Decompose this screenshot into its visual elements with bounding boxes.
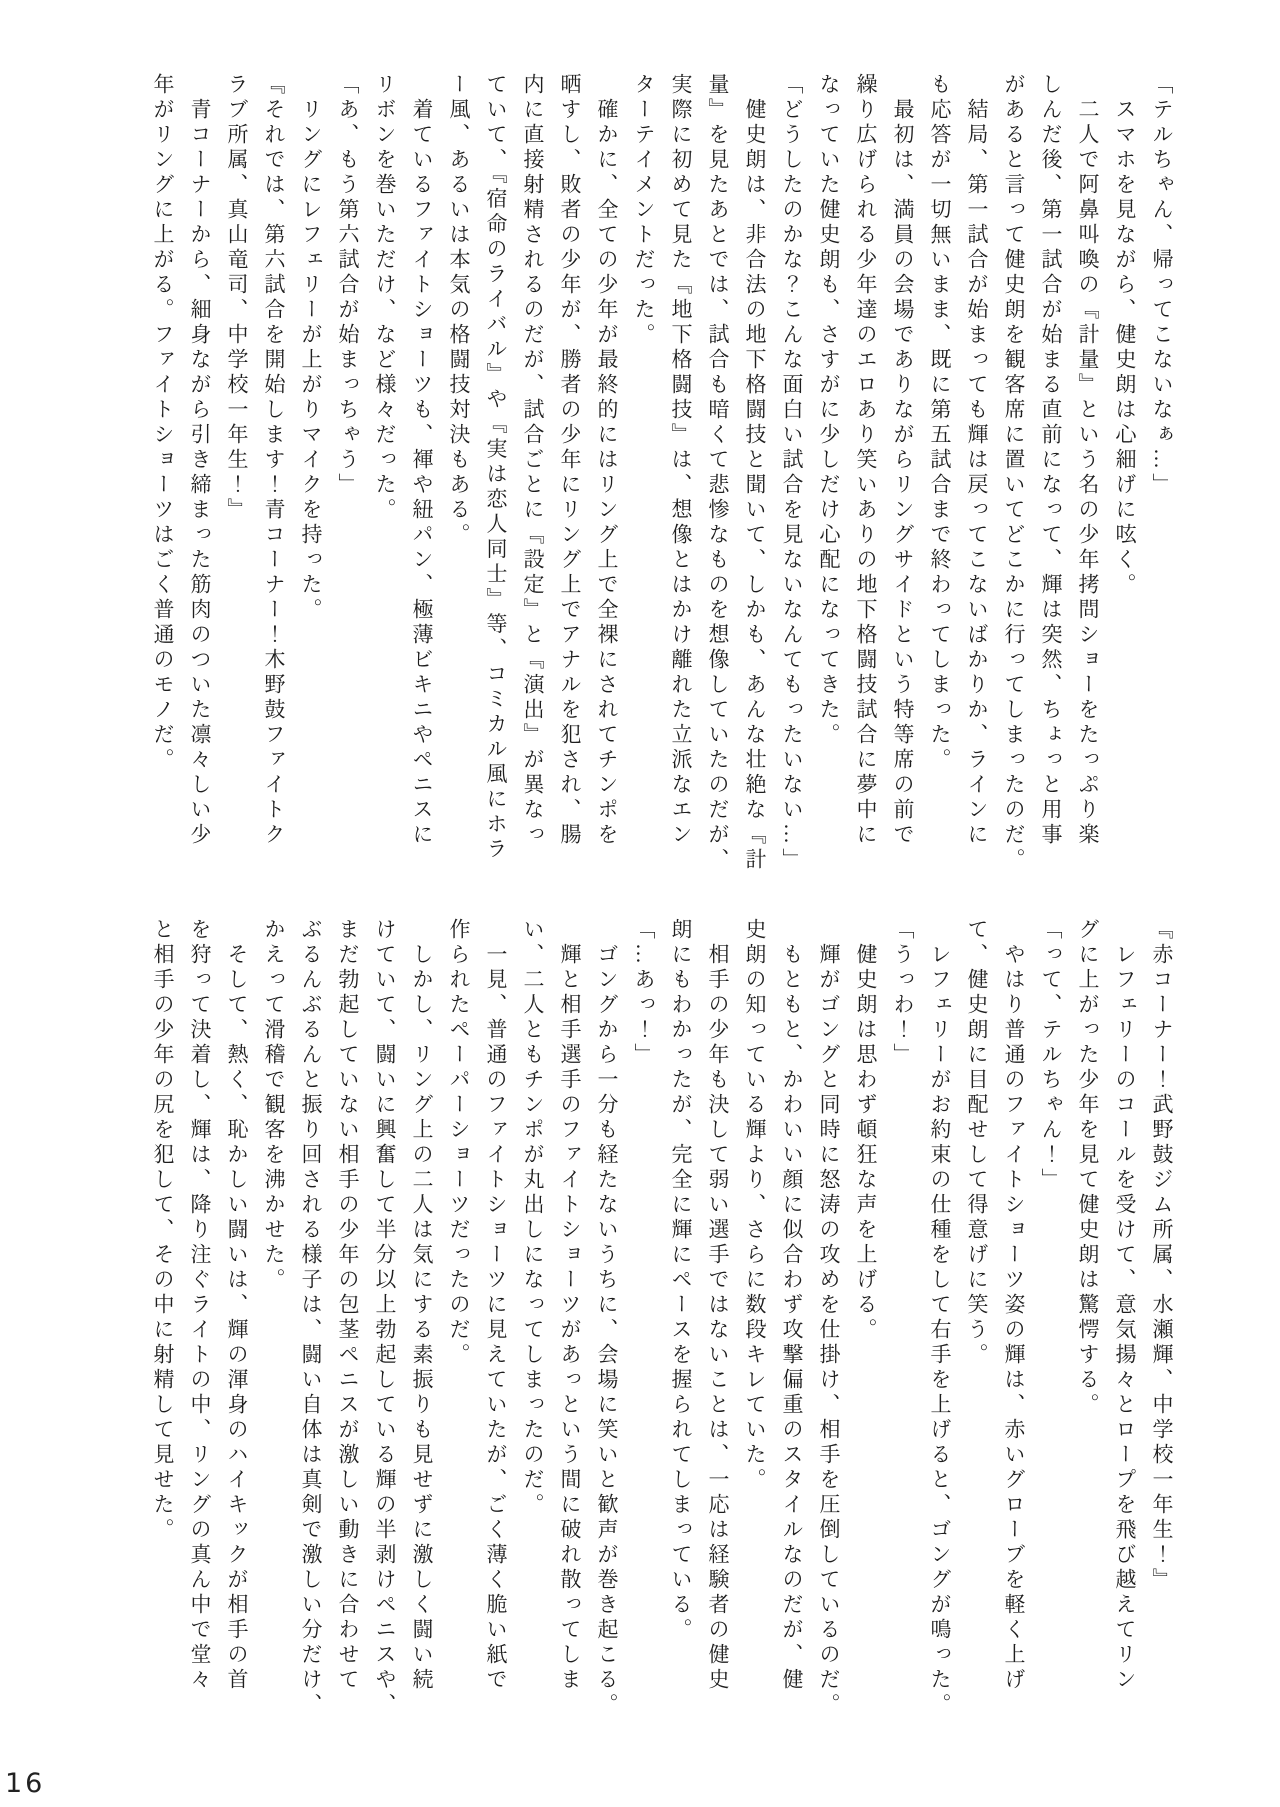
text-line: ターテイメントだった。 [632,73,656,348]
text-line: 相手の少年も決して弱い選手ではないことは、一応は経験者の健史 [706,918,730,1693]
text-line: まだ勃起していない相手の少年の包茎ペニスが激しい動きに合わせて [336,918,360,1693]
text-line: 輝がゴングと同時に怒涛の攻めを仕掛け、相手を圧倒しているのだ。 [817,918,841,1718]
text-line: 着ているファイトショーツも、褌や紐パン、極薄ビキニやペニスに [410,73,434,848]
text-line: を狩って決着し、輝は、降り注ぐライトの中、リングの真ん中で堂々 [188,918,212,1693]
text-line: ていて、『宿命のライバル』や『実は恋人同士』等、コミカル風にホラ [484,73,508,863]
text-line: も応答が一切無いまま、既に第五試合まで終わってしまった。 [928,73,952,773]
text-line: 「テルちゃん、帰ってこないなぁ…」 [1150,73,1174,498]
text-line: やはり普通のファイトショーツ姿の輝は、赤いグローブを軽く上げ [1002,918,1026,1693]
text-line: グに上がった少年を見て健史朗は驚愕する。 [1076,918,1100,1418]
text-line: 実際に初めて見た『地下格闘技』は、想像とはかけ離れた立派なエン [669,73,693,848]
text-line: 内に直接射精されるのだが、試合ごとに『設定』と『演出』が異なっ [521,73,545,848]
text-line: レフェリーのコールを受けて、意気揚々とロープを飛び越えてリン [1113,918,1137,1693]
text-line: 健史朗は思わず頓狂な声を上げる。 [854,918,878,1343]
text-line: ラブ所属、真山竜司、中学校一年生！』 [225,73,249,523]
text-line: リボンを巻いただけ、など様々だった。 [373,73,397,523]
text-line: ぶるんぶるんと振り回される様子は、闘い自体は真剣で激しい分だけ、 [299,918,323,1718]
text-line: リングにレフェリーが上がりマイクを持った。 [299,73,323,623]
text-line: しんだ後、第一試合が始まる直前になって、輝は突然、ちょっと用事 [1039,73,1063,848]
text-line: 年がリングに上がる。ファイトショーツはごく普通のモノだ。 [151,73,175,773]
text-line: 『赤コーナー！武野鼓ジム所属、水瀬輝、中学校一年生！』 [1150,918,1174,1593]
text-line: 『それでは、第六試合を開始します！青コーナー！木野鼓ファイトク [262,73,286,848]
text-line: けていて、闘いに興奮して半分以上勃起している輝の半剥けペニスや、 [373,918,397,1718]
text-line: 「どうしたのかな？こんな面白い試合を見ないなんてもったいない…」 [780,73,804,873]
text-line: 朗にもわかったが、完全に輝にペースを握られてしまっている。 [669,918,693,1643]
text-line: 作られたペーパーショーツだったのだ。 [447,918,471,1368]
text-line: 史朗の知っている輝より、さらに数段キレていた。 [743,918,767,1493]
text-line: 晒すし、敗者の少年が、勝者の少年にリング上でアナルを犯され、腸 [558,73,582,848]
page-number: 16 [5,1768,46,1799]
text-line: 最初は、満員の会場でありながらリングサイドという特等席の前で [891,73,915,848]
text-line: そして、熱く、恥かしい闘いは、輝の渾身のハイキックが相手の首 [225,918,249,1693]
text-line: レフェリーがお約束の仕種をして右手を上げると、ゴングが鳴った。 [928,918,952,1718]
text-line: 「って、テルちゃん！」 [1039,918,1063,1193]
text-line: 一見、普通のファイトショーツに見えていたが、ごく薄く脆い紙で [484,918,508,1693]
text-line: て、健史朗に目配せして得意げに笑う。 [965,918,989,1368]
text-line: スマホを見ながら、健史朗は心細げに呟く。 [1113,73,1137,598]
text-line: 「うっわ！」 [891,918,915,1068]
text-block-top [144,73,1180,873]
text-line: なっていた健史朗も、さすがに少しだけ心配になってきた。 [817,73,841,748]
text-line: 「あ、もう第六試合が始まっちゃう」 [336,73,360,498]
text-line: 量』を見たあとでは、試合も暗くて悲惨なものを想像していたのだが、 [706,73,730,873]
text-line: 青コーナーから、細身ながら引き締まった筋肉のついた凛々しい少 [188,73,212,848]
text-line: い、二人ともチンポが丸出しになってしまったのだ。 [521,918,545,1518]
text-line: しかし、リング上の二人は気にする素振りも見せずに激しく闘い続 [410,918,434,1693]
text-line: 確かに、全ての少年が最終的にはリング上で全裸にされてチンポを [595,73,619,848]
text-line: 「…あっ！」 [632,918,656,1068]
text-line: 輝と相手選手のファイトショーツがあっという間に破れ散ってしま [558,918,582,1693]
text-block-bottom [144,918,1180,1718]
text-line: 結局、第一試合が始まっても輝は戻ってこないばかりか、ラインに [965,73,989,848]
text-line: 健史朗は、非合法の地下格闘技と聞いて、しかも、あんな壮絶な『計 [743,73,767,873]
text-line: と相手の少年の尻を犯して、その中に射精して見せた。 [151,918,175,1543]
text-line: かえって滑稽で観客を沸かせた。 [262,918,286,1293]
text-line: があると言って健史朗を観客席に置いてどこかに行ってしまったのだ。 [1002,73,1026,873]
text-line: ー風、あるいは本気の格闘技対決もある。 [447,73,471,548]
text-line: 繰り広げられる少年達のエロあり笑いありの地下格闘技試合に夢中に [854,73,878,848]
text-line: 二人で阿鼻叫喚の『計量』という名の少年拷問ショーをたっぷり楽 [1076,73,1100,848]
text-line: もともと、かわいい顔に似合わず攻撃偏重のスタイルなのだが、健 [780,918,804,1693]
text-line: ゴングから一分も経たないうちに、会場に笑いと歓声が巻き起こる。 [595,918,619,1718]
